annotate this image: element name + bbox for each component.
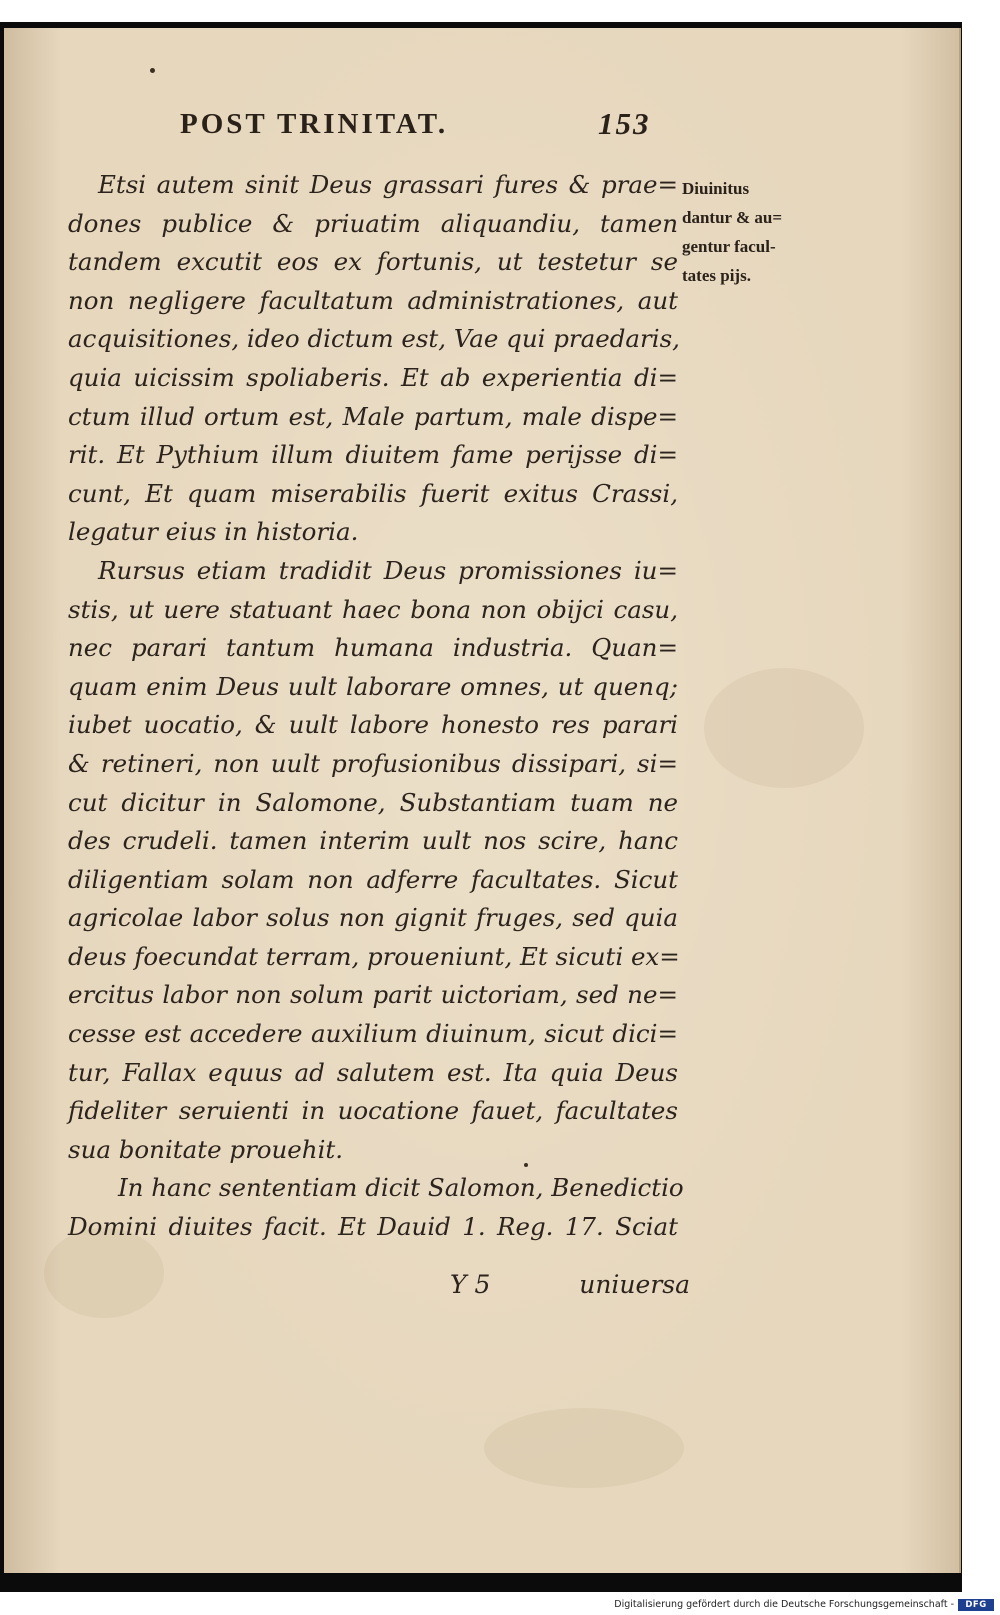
- margin-note-line: tates pijs.: [682, 266, 751, 285]
- ink-speck: [150, 68, 155, 73]
- text-line: nec parari tantum humana industria. Quan=: [68, 633, 678, 663]
- catchword: uniuersa: [579, 1270, 690, 1299]
- paper-stain: [484, 1408, 684, 1488]
- body-text: [68, 166, 684, 1247]
- text-line: fideliter seruienti in uocatione fauet, facultates: [68, 1096, 678, 1126]
- text-line: cesse est accedere auxilium diuinum, sicut dici=: [68, 1019, 678, 1049]
- margin-note-line: gentur facul-: [682, 237, 776, 256]
- text-line: Domini diuites facit. Et Dauid 1. Reg. 17. Sciat: [68, 1212, 678, 1242]
- text-line: cut dicitur in Salomone, Substantiam tuam ne: [68, 787, 678, 817]
- text-line: & retineri, non uult profusionibus dissipari, si=: [68, 748, 678, 778]
- text-line: non negligere facultatum administrationes, aut: [68, 285, 678, 315]
- text-line: sua bonitate prouehit.: [68, 1134, 344, 1164]
- text-line: rit. Et Pythium illum diuitem fame perijsse di=: [68, 440, 678, 470]
- signature-mark: Y 5: [450, 1270, 491, 1299]
- text-line: quam enim Deus uult laborare omnes, ut quenq;: [68, 671, 678, 701]
- text-line: legatur eius in historia.: [68, 517, 359, 547]
- text-line: In hanc sententiam dicit Salomon, Benedictio: [118, 1173, 684, 1203]
- text-line: dones publice & priuatim aliquandiu, tamen: [68, 208, 678, 238]
- digitization-credit: Digitalisierung gefördert durch die Deutsche Forschungsgemeinschaft -: [614, 1599, 954, 1610]
- text-line: iubet uocatio, & uult labore honesto res parari: [68, 710, 678, 740]
- text-line: stis, ut uere statuant haec bona non obijci casu,: [68, 594, 678, 624]
- text-line: ctum illud ortum est, Male partum, male dispe=: [68, 401, 678, 431]
- text-line: deus foecundat terram, proueniunt, Et sicuti ex=: [68, 941, 680, 971]
- text-line: tandem excutit eos ex fortunis, ut testetur se: [68, 247, 678, 277]
- text-line: ercitus labor non solum parit uictoriam, sed ne=: [68, 980, 678, 1010]
- margin-note-line: dantur & au=: [682, 208, 783, 227]
- text-line: acquisitiones, ideo dictum est, Vae qui praedaris,: [68, 324, 680, 354]
- page-footer-line: [450, 1270, 690, 1310]
- paper-stain: [704, 668, 864, 788]
- text-line: quia uicissim spoliaberis. Et ab experientia di=: [68, 362, 678, 392]
- text-line: diligentiam solam non adferre facultates. Sicut: [68, 864, 678, 894]
- page-number: 153: [598, 106, 651, 141]
- margin-note-line: Diuinitus: [682, 179, 750, 198]
- dfg-logo: DFG: [958, 1599, 994, 1611]
- text-line: des crudeli. tamen interim uult nos scire, hanc: [68, 826, 678, 856]
- text-line: cunt, Et quam miserabilis fuerit exitus Crassi,: [68, 478, 678, 508]
- text-line: Etsi autem sinit Deus grassari fures & prae=: [98, 170, 678, 199]
- text-line: Rursus etiam tradidit Deus promissiones iu=: [98, 555, 678, 585]
- running-title: POST TRINITAT.: [180, 108, 449, 140]
- text-line: tur, Fallax equus ad salutem est. Ita quia Deus: [68, 1057, 678, 1087]
- margin-note: [682, 174, 832, 290]
- text-line: agricolae labor solus non gignit fruges, sed quia: [68, 903, 678, 933]
